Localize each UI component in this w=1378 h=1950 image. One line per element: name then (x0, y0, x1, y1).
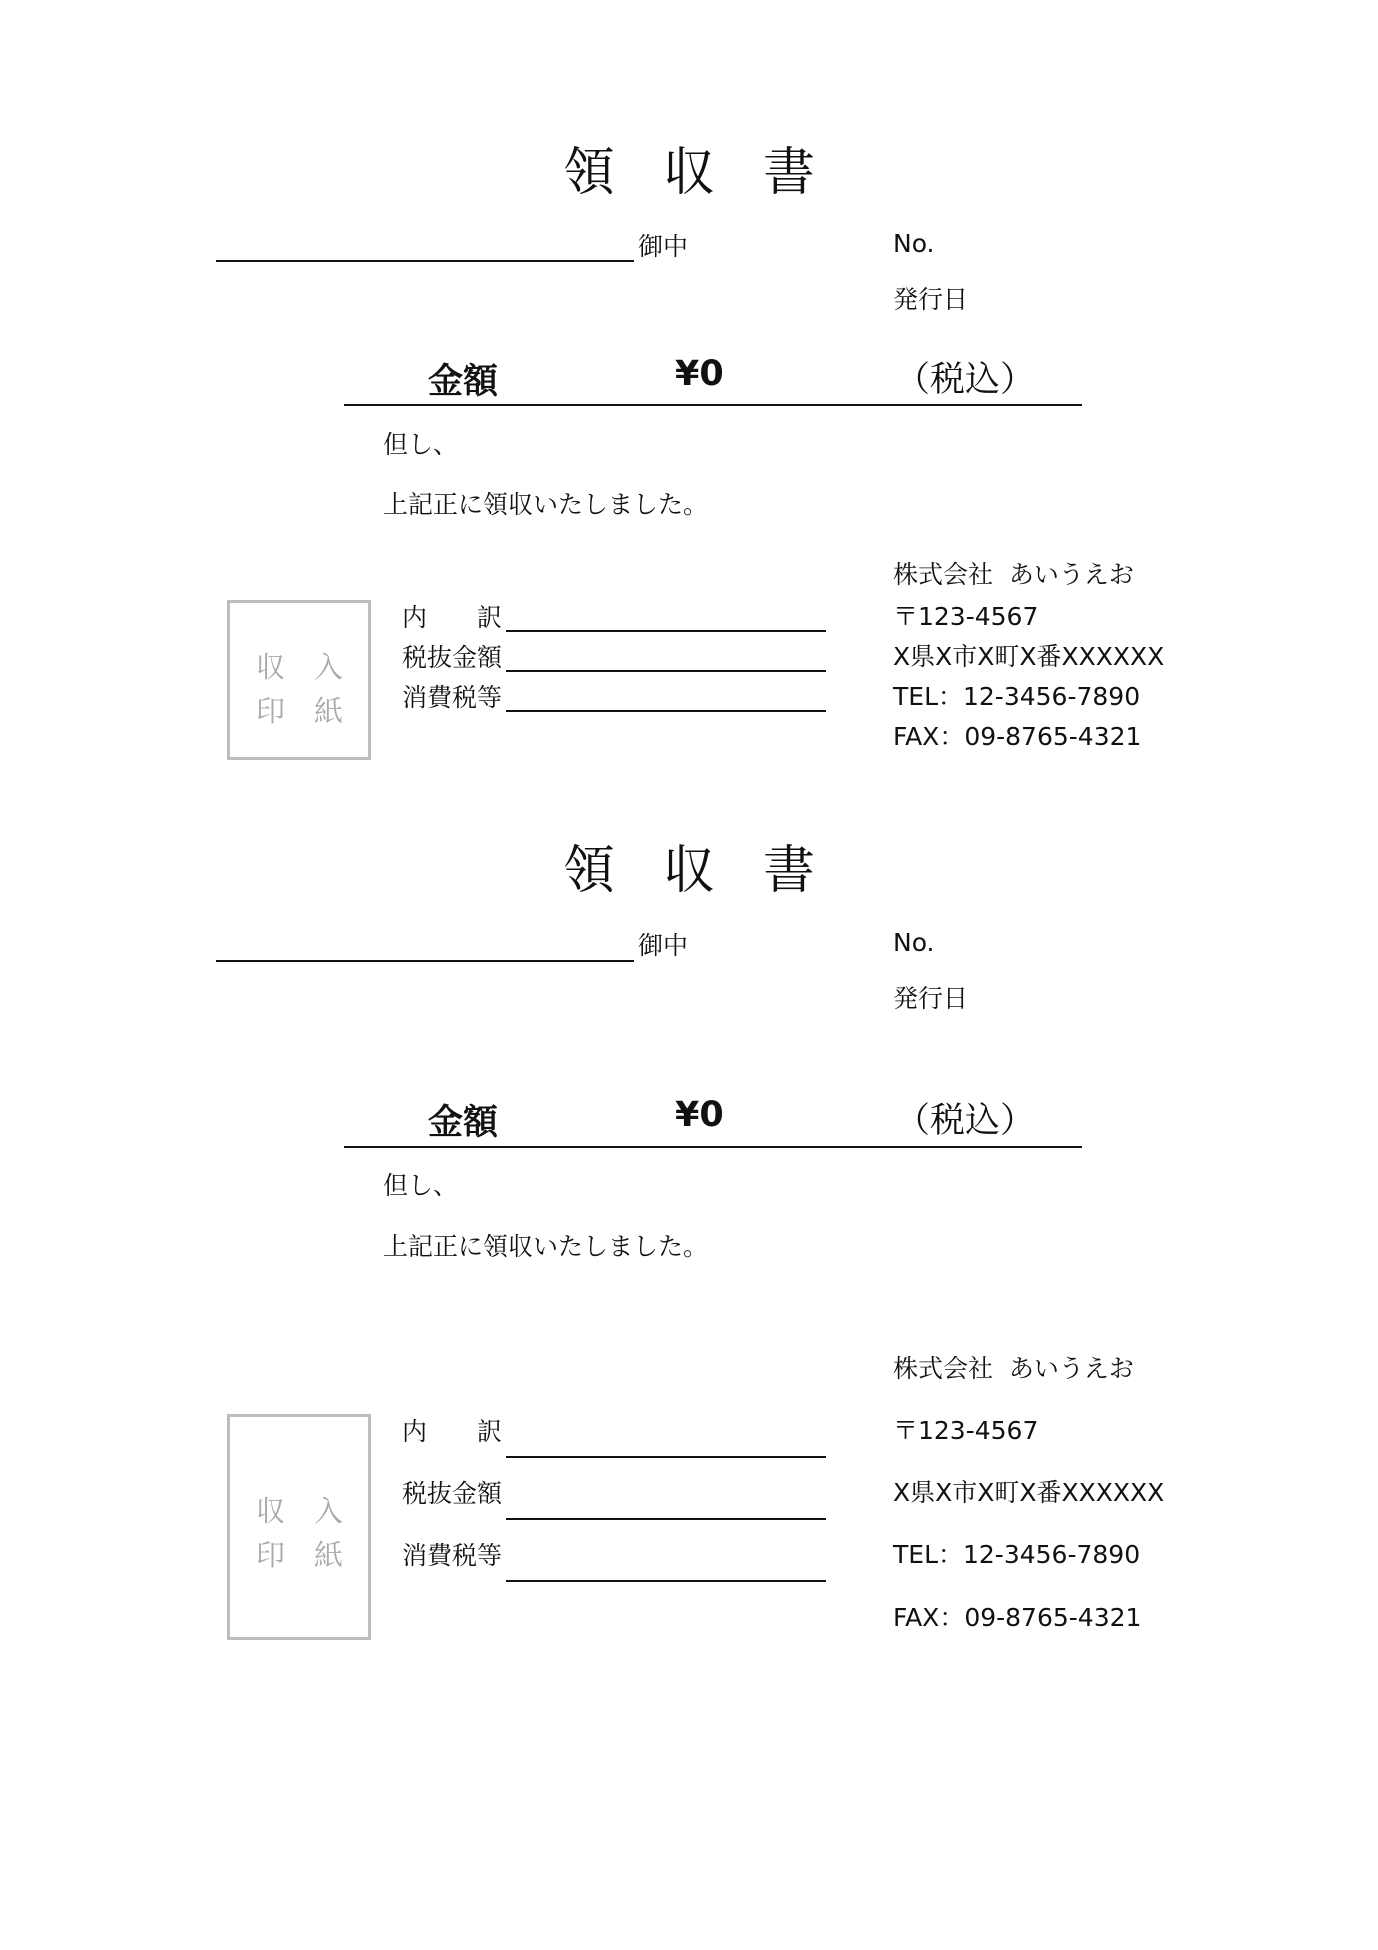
amount-underline (344, 1146, 1082, 1148)
issue-date-label: 発行日 (893, 285, 969, 314)
issuer-postal: 〒123-4567 (893, 602, 1039, 631)
amount-value: ¥0 (675, 354, 724, 394)
receipt-title (0, 130, 1378, 205)
title-char: 領 (562, 143, 615, 203)
consumption-tax-line[interactable] (506, 710, 826, 712)
consumption-tax-line[interactable] (506, 1580, 826, 1582)
receipt-number-label: No. (893, 928, 935, 957)
amount-label: 金額 (428, 362, 499, 402)
tax-included-label: （税込） (895, 360, 1036, 400)
consumption-tax-label: 消費税等 (402, 683, 503, 712)
title-char: 収 (662, 841, 715, 901)
proviso-label: 但し、 (383, 430, 459, 459)
amount-value: ¥0 (675, 1095, 724, 1135)
issue-date-label: 発行日 (893, 984, 969, 1013)
consumption-tax-label: 消費税等 (402, 1541, 503, 1570)
issuer-tel: TEL：12-3456-7890 (893, 1540, 1141, 1569)
stamp-text-line2: 印 紙 (256, 694, 344, 728)
title-char: 書 (763, 841, 816, 901)
receipt-number-label: No. (893, 229, 935, 258)
breakdown-title: 内 訳 (402, 1417, 503, 1446)
proviso-label: 但し、 (383, 1171, 459, 1200)
revenue-stamp-box (227, 600, 371, 760)
issuer-fax: FAX：09-8765-4321 (893, 722, 1142, 751)
pre-tax-amount-line[interactable] (506, 670, 826, 672)
issuer-tel: TEL：12-3456-7890 (893, 682, 1141, 711)
pre-tax-amount-label: 税抜金額 (402, 643, 503, 672)
title-char: 領 (562, 841, 615, 901)
stamp-text-line1: 収 入 (256, 650, 344, 684)
issuer-company: 株式会社 あいうえお (893, 560, 1134, 589)
addressee-suffix: 御中 (638, 931, 689, 960)
receipt-title (0, 828, 1378, 903)
stamp-text-line1: 収 入 (256, 1494, 344, 1528)
title-char: 書 (763, 143, 816, 203)
breakdown-title: 内 訳 (402, 603, 503, 632)
issuer-address: X県X市X町X番XXXXXX (893, 642, 1165, 671)
addressee-line[interactable] (216, 960, 634, 962)
issuer-company: 株式会社 あいうえお (893, 1354, 1134, 1383)
breakdown-line[interactable] (506, 630, 826, 632)
amount-underline (344, 404, 1082, 406)
title-char: 収 (662, 143, 715, 203)
breakdown-line[interactable] (506, 1456, 826, 1458)
issuer-address: X県X市X町X番XXXXXX (893, 1478, 1165, 1507)
tax-included-label: （税込） (895, 1101, 1036, 1141)
amount-label: 金額 (428, 1103, 499, 1143)
received-statement: 上記正に領収いたしました。 (383, 490, 709, 519)
stamp-text-line2: 印 紙 (256, 1538, 344, 1572)
issuer-fax: FAX：09-8765-4321 (893, 1603, 1142, 1632)
addressee-suffix: 御中 (638, 232, 689, 261)
revenue-stamp-box (227, 1414, 371, 1640)
addressee-line[interactable] (216, 260, 634, 262)
issuer-postal: 〒123-4567 (893, 1416, 1039, 1445)
pre-tax-amount-line[interactable] (506, 1518, 826, 1520)
received-statement: 上記正に領収いたしました。 (383, 1232, 709, 1261)
pre-tax-amount-label: 税抜金額 (402, 1479, 503, 1508)
